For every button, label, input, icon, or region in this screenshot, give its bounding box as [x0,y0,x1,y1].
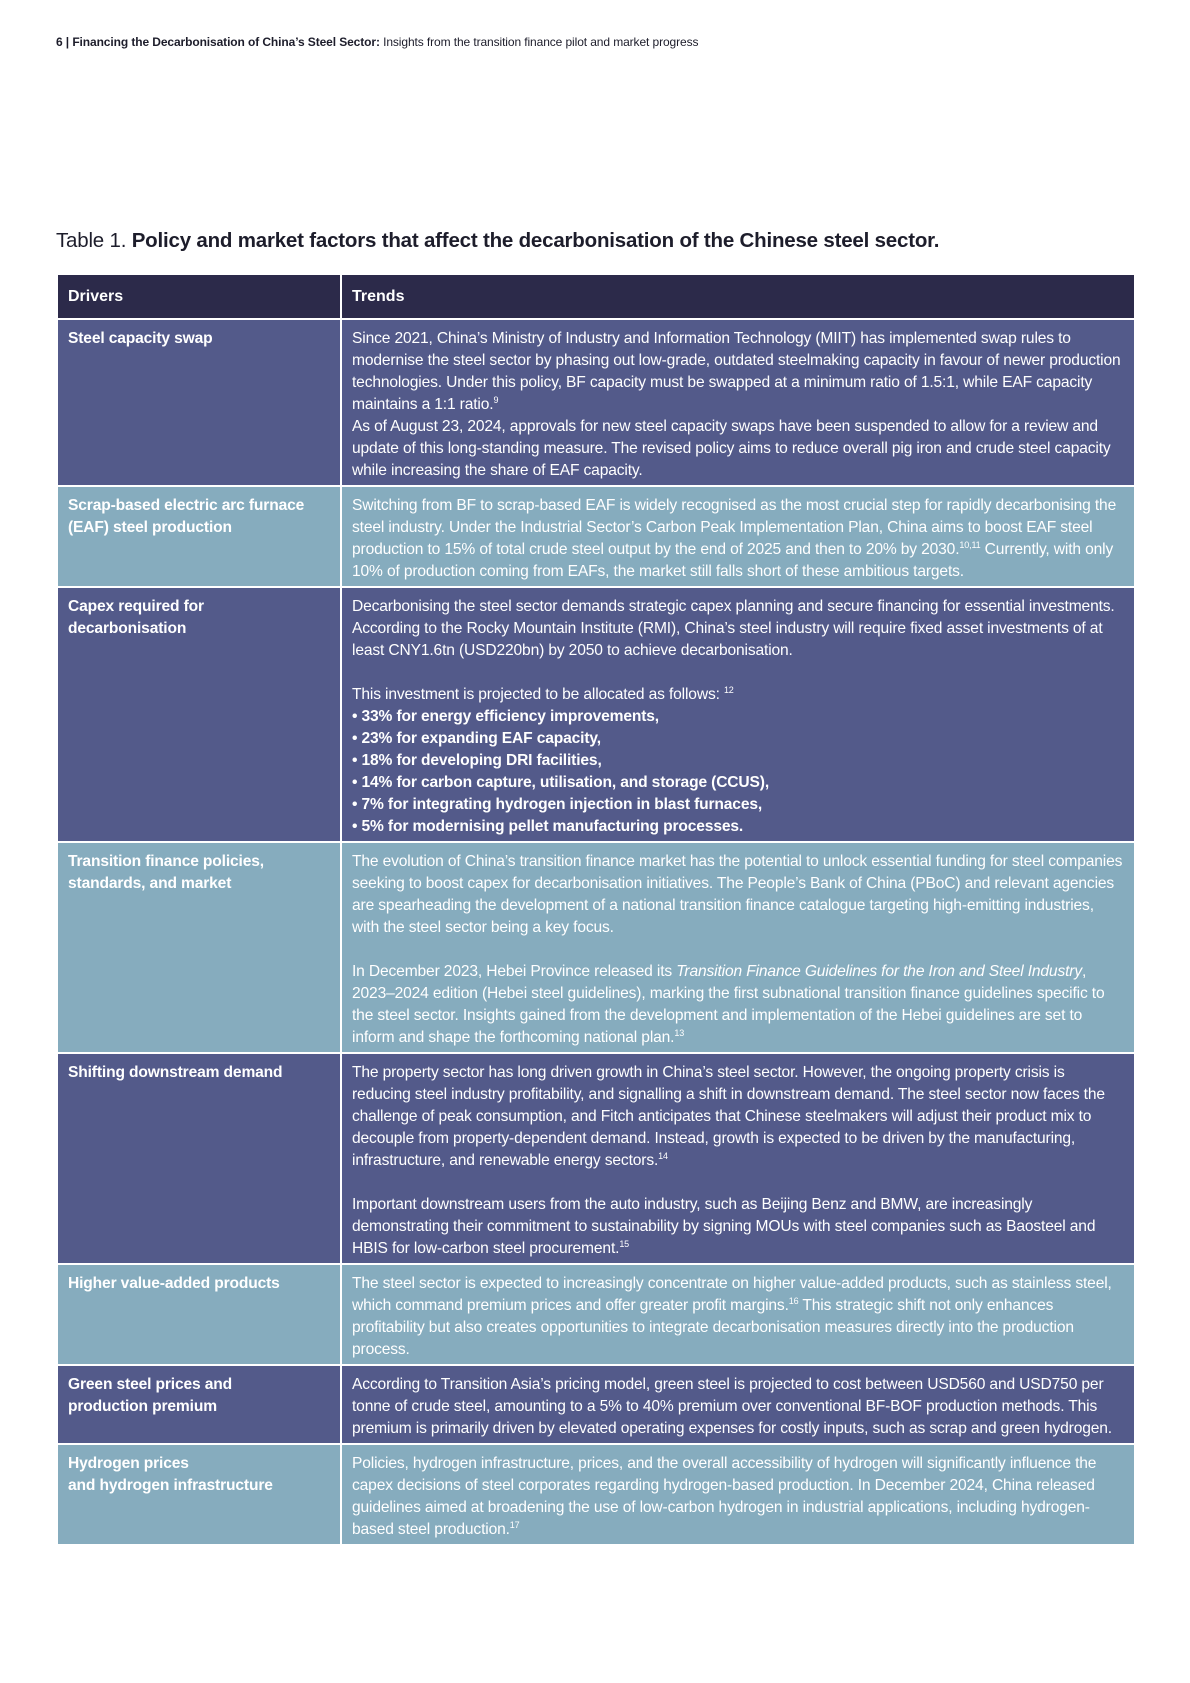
driver-label-line1: Hydrogen prices [68,1455,189,1472]
trend-text: , 2023–2024 edition (Hebei steel guidelines), marking the first subnational transition finance guidelines specific to the steel sector. Insights gained from the development and implementation of the Hebei guidelines are set to inform and shape the forthcoming national plan. [352,963,1105,1046]
footnote-ref: 16 [788,1295,799,1306]
trend-text: Important downstream users from the auto industry, such as Beijing Benz and BMW, are increasingly demonstrating their commitment to sustainability by signing MOUs with steel companies such as Baosteel and HBIS for low-carbon steel procurement. [352,1196,1096,1257]
driver-label-line2: and hydrogen infrastructure [68,1477,273,1494]
trend-paragraph: As of August 23, 2024, approvals for new steel capacity swaps have been suspended to allow for a review and update of this long-standing measure. The revised policy aims to reduce overall pig iron and crude steel capacity while increasing the share of EAF capacity. [352,418,1111,479]
trend-cell [341,1053,1135,1264]
footnote-ref: 10,11 [959,539,981,550]
driver-cell [57,319,341,486]
trend-text: The steel sector is expected to increasingly concentrate on higher value-added products, such as stainless steel, which command premium prices and offer greater profit margins. [352,1275,1112,1314]
trend-text: Since 2021, China’s Ministry of Industry and Information Technology (MIIT) has implemented swap rules to modernise the steel sector by phasing out low-grade, outdated steelmaking capacity in favour of newer production technologies. Under this policy, BF capacity must be swapped at a minimum ratio of 1.5:1, while EAF capacity maintains a 1:1 ratio. [352,330,1121,413]
driver-cell [57,486,341,587]
driver-cell [57,1053,341,1264]
trend-cell [341,486,1135,587]
driver-label-line2: decarbonisation [68,620,187,637]
trend-text: This strategic shift not only enhances profitability but also creates opportunities to integrate decarbonisation measures directly into the production process. [352,1297,1074,1358]
trend-paragraph [352,684,1124,706]
table-row [57,1264,1135,1365]
driver-label: Steel capacity swap [68,330,213,347]
trend-text: This investment is projected to be allocated as follows: [352,686,724,703]
table-row [57,842,1135,1053]
trend-paragraph [352,1453,1124,1541]
footnote-ref: 15 [619,1238,630,1249]
table-row [57,319,1135,486]
trend-paragraph [352,495,1124,583]
driver-label: Higher value-added products [68,1275,280,1292]
report-title: Financing the Decarbonisation of China’s Steel Sector: [72,35,380,49]
driver-label-line1: Transition finance policies, [68,853,264,870]
list-item: • 23% for expanding EAF capacity, [352,728,1124,750]
list-item: • 14% for carbon capture, utilisation, and storage (CCUS), [352,772,1124,794]
driver-cell [57,1264,341,1365]
header-separator: | [62,35,73,49]
trend-text: The property sector has long driven growth in China’s steel sector. However, the ongoing property crisis is reducing steel industry profitability, and signalling a shift in downstream demand. The steel sector now faces the challenge of peak consumption, and Fitch anticipates that Chinese steelmakers will adjust their product mix to decouple from property-dependent demand. Instead, growth is expected to be driven by the manufacturing, infrastructure, and renewable energy sectors. [352,1064,1105,1169]
trend-paragraph: The evolution of China’s transition finance market has the potential to unlock essential funding for steel companies seeking to boost capex for decarbonisation initiatives. The People’s Bank of China (PBoC) and relevant agencies are spearheading the development of a national transition finance catalogue targeting high-emitting industries, with the steel sector being a key focus. [352,853,1123,936]
list-item: • 18% for developing DRI facilities, [352,750,1124,772]
table-row [57,1053,1135,1264]
table-caption-label: Table 1. [56,229,132,252]
trend-cell [341,587,1135,842]
allocation-list [352,706,1124,838]
driver-label-line1: Green steel prices and [68,1376,232,1393]
table-row [57,1365,1135,1444]
trend-paragraph [352,1194,1124,1260]
table-row [57,486,1135,587]
list-item: • 7% for integrating hydrogen injection in blast furnaces, [352,794,1124,816]
trend-paragraph: According to Transition Asia’s pricing model, green steel is projected to cost between USD560 and USD750 per tonne of crude steel, amounting to a 5% to 40% premium over conventional BF-BOF production methods. This premium is primarily driven by elevated operating expenses for costly inputs, such as scrap and green hydrogen. [352,1376,1112,1437]
trend-text: Switching from BF to scrap-based EAF is widely recognised as the most crucial step for rapidly decarbonising the steel industry. Under the Industrial Sector’s Carbon Peak Implementation Plan, China aims to boost EAF steel production to 15% of total crude steel output by the end of 2025 and then to 20% by 2030. [352,497,1117,558]
driver-cell [57,842,341,1053]
driver-cell [57,1365,341,1444]
report-subtitle: Insights from the transition finance pilot and market progress [379,35,699,49]
trend-cell [341,1264,1135,1365]
trend-cell [341,1365,1135,1444]
table-row [57,587,1135,842]
trend-paragraph [352,1273,1124,1361]
driver-cell [57,587,341,842]
driver-label-line2: standards, and market [68,875,232,892]
trend-text: Currently, with only 10% of production coming from EAFs, the market still falls short of these ambitious targets. [352,541,1114,580]
footnote-ref: 14 [658,1150,668,1161]
policy-factors-table [56,273,1136,1546]
footnote-ref: 13 [674,1027,685,1038]
trend-cell [341,319,1135,486]
footnote-ref: 17 [509,1519,520,1530]
driver-label-line1: Capex required for [68,598,204,615]
driver-label: Shifting downstream demand [68,1064,283,1081]
driver-label-line2: production premium [68,1398,217,1415]
trend-paragraph: Decarbonising the steel sector demands strategic capex planning and secure financing for essential investments. According to the Rocky Mountain Institute (RMI), China’s steel industry will require fixed asset investments of at least CNY1.6tn (USD220bn) by 2050 to achieve decarbonisation. [352,598,1115,659]
table-caption-title: Policy and market factors that affect the decarbonisation of the Chinese steel sector. [131,229,940,252]
trend-text: Policies, hydrogen infrastructure, prices, and the overall accessibility of hydrogen will significantly influence the capex decisions of steel corporates regarding hydrogen-based production. In December 2024, China released guidelines aimed at broadening the use of low-carbon hydrogen in industrial applications, including hydrogen-based steel production. [352,1455,1097,1538]
table-row [57,1444,1135,1545]
footnote-ref: 9 [493,394,499,405]
trend-cell [341,1444,1135,1545]
guidelines-title: Transition Finance Guidelines for the Iron and Steel Industry [676,963,1082,980]
trend-paragraph [352,1062,1124,1172]
list-item: • 33% for energy efficiency improvements, [352,706,1124,728]
running-header [56,35,698,49]
driver-label: Scrap-based electric arc furnace (EAF) steel production [68,497,305,536]
trend-paragraph [352,328,1124,416]
trend-text: In December 2023, Hebei Province released its [352,963,677,980]
table-caption [56,229,939,253]
column-header-drivers: Drivers [57,274,341,319]
footnote-ref: 12 [723,684,734,695]
page-number: 6 [56,35,63,49]
list-item: • 5% for modernising pellet manufacturing processes. [352,816,1124,838]
column-header-trends: Trends [341,274,1135,319]
trend-paragraph [352,961,1124,1049]
table-header-row [57,274,1135,319]
driver-cell [57,1444,341,1545]
trend-cell [341,842,1135,1053]
